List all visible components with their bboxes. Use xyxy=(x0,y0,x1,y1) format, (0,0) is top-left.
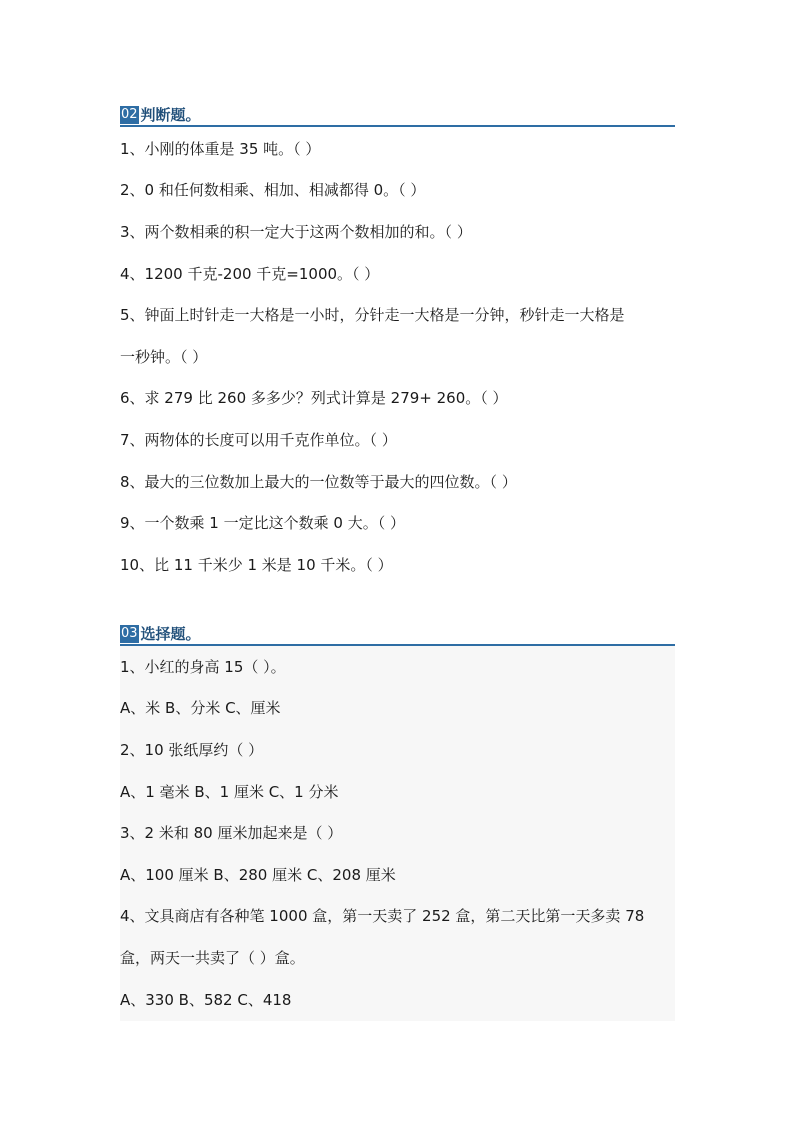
question-line: 7、两物体的长度可以用千克作单位。（ ） xyxy=(120,430,397,449)
question-line: 4、1200 千克-200 千克=1000。（ ） xyxy=(120,264,380,283)
question-line: 5、钟面上时针走一大格是一小时，分针走一大格是一分钟，秒针走一大格是 xyxy=(120,306,625,325)
section-body xyxy=(120,646,675,1021)
section-title: 判断题。 xyxy=(140,106,201,124)
options-line: A、100 厘米 B、280 厘米 C、208 厘米 xyxy=(120,865,396,884)
question-list xyxy=(120,646,675,1020)
question-line: 3、2 米和 80 厘米加起来是（ ） xyxy=(120,824,343,843)
question-line: 6、求 279 比 260 多多少？列式计算是 279+ 260。（ ） xyxy=(120,389,508,408)
question-line: 1、小刚的体重是 35 吨。（ ） xyxy=(120,139,321,158)
options-line: A、1 毫米 B、1 厘米 C、1 分米 xyxy=(120,782,339,801)
judgment-section xyxy=(120,103,675,586)
section-number: 03 xyxy=(121,626,138,641)
choice-section xyxy=(120,622,675,1021)
question-line: 10、比 11 千米少 1 米是 10 千米。（ ） xyxy=(120,555,393,574)
question-line: 9、一个数乘 1 一定比这个数乘 0 大。（ ） xyxy=(120,514,405,533)
section-header xyxy=(120,622,675,646)
question-line: 3、两个数相乘的积一定大于这两个数相加的和。（ ） xyxy=(120,222,472,241)
question-line: 2、10 张纸厚约（ ） xyxy=(120,740,264,759)
question-line: 8、最大的三位数加上最大的一位数等于最大的四位数。（ ） xyxy=(120,472,517,491)
question-line: 一秒钟。（ ） xyxy=(120,347,208,366)
question-line: 盒，两天一共卖了（ ）盒。 xyxy=(120,948,305,967)
options-line: A、米 B、分米 C、厘米 xyxy=(120,699,281,718)
question-line: 1、小红的身高 15（ ）。 xyxy=(120,657,286,676)
question-list xyxy=(120,128,675,586)
options-line: A、330 B、582 C、418 xyxy=(120,990,292,1009)
section-number: 02 xyxy=(121,107,138,122)
section-header xyxy=(120,103,675,127)
question-line: 4、文具商店有各种笔 1000 盒，第一天卖了 252 盒，第二天比第一天多卖 78 xyxy=(120,907,645,926)
section-title: 选择题。 xyxy=(140,625,201,643)
question-line: 2、0 和任何数相乘、相加、相减都得 0。（ ） xyxy=(120,181,426,200)
